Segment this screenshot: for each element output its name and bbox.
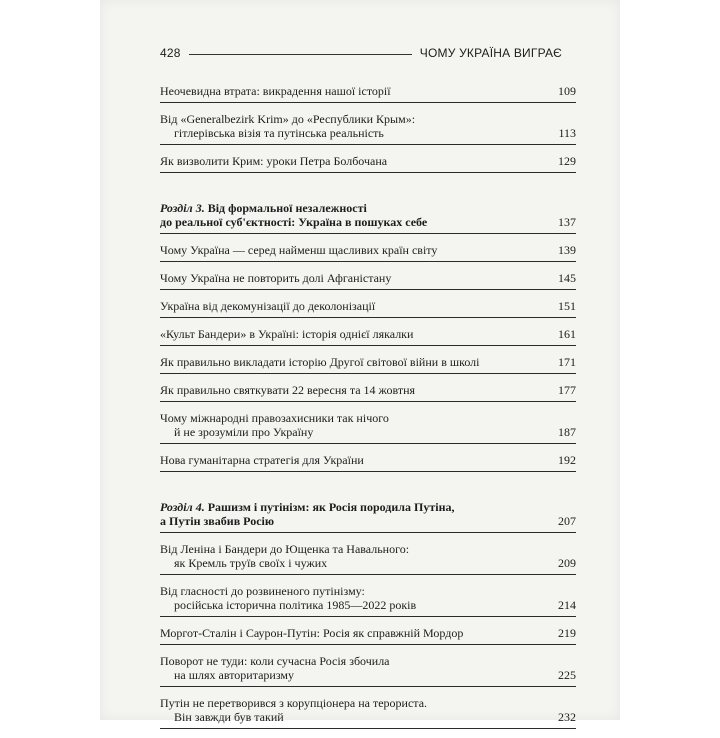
toc-entry [160, 299, 576, 318]
toc-page-number: 207 [558, 514, 576, 528]
toc-entry-text: російська історична політика 1985—2022 років [174, 598, 417, 612]
toc-page-number: 187 [558, 425, 576, 439]
toc-entry-text: Від гласності до розвиненого путінізму: [160, 584, 365, 598]
toc-entry-line [160, 696, 576, 710]
toc-entry-line [160, 668, 576, 682]
toc-entry [160, 696, 576, 729]
toc-page-number: 151 [558, 299, 576, 313]
toc-entry-text: Як правильно святкувати 22 вересня та 14 жовтня [160, 383, 416, 397]
toc-entry-text: на шлях авторитаризму [174, 668, 294, 682]
toc-entry-line [160, 327, 576, 341]
toc-entry-text: до реальної суб'єктності: Україна в пошуках себе [160, 215, 428, 229]
toc-entry-line [160, 154, 576, 168]
toc-entry [160, 84, 576, 103]
toc-entry [160, 112, 576, 145]
toc-entry-text: Поворот не туди: коли сучасна Росія збочила [160, 654, 390, 668]
toc-entry-text: Чому Україна не повторить долі Афганістану [160, 271, 392, 285]
toc-page-number: 109 [558, 84, 576, 98]
toc-entry-line [160, 215, 576, 229]
toc-page-number: 219 [558, 626, 576, 640]
toc-entry-text: Як правильно викладати історію Другої світової війни в школі [160, 355, 480, 369]
toc-entry-text: Він завжди був такий [174, 710, 284, 724]
book-page [100, 0, 620, 724]
toc-page-number: 225 [558, 668, 576, 682]
toc-entry-line [160, 500, 576, 514]
header-rule [189, 54, 412, 55]
toc-entry-text: Путін не перетворився з корупціонера на терориста. [160, 696, 428, 710]
header-book-title: ЧОМУ УКРАЇНА ВИГРАЄ [419, 46, 562, 60]
toc-page-number: 232 [558, 710, 576, 724]
toc-page-number: 177 [558, 383, 576, 397]
toc-entry-text: а Путін звабив Росію [160, 514, 275, 528]
toc-entry-text: Від Леніна і Бандери до Ющенка та Навального: [160, 542, 410, 556]
toc-entry-line [160, 710, 576, 724]
toc-entry-text: як Кремль труїв своїх і чужих [174, 556, 328, 570]
toc-page-number: 145 [558, 271, 576, 285]
toc-entry-line [160, 112, 576, 126]
toc-entry-text: й не зрозуміли про Україну [174, 425, 314, 439]
toc-entry-text: Україна від декомунізації до деколонізації [160, 299, 376, 313]
toc-page-number: 129 [558, 154, 576, 168]
toc-page-number: 139 [558, 243, 576, 257]
toc-page-number: 171 [558, 355, 576, 369]
toc-entry [160, 542, 576, 575]
toc-entry-text: Нова гуманітарна стратегія для України [160, 453, 364, 467]
toc-page-number: 209 [558, 556, 576, 570]
toc-entry-line [160, 598, 576, 612]
toc-entry-text: Рашизм і путінізм: як Росія породила Путіна, [207, 500, 455, 514]
header-page-number: 428 [160, 46, 181, 60]
toc-section-heading [160, 201, 576, 234]
toc-entry-line [160, 271, 576, 285]
toc-entry [160, 383, 576, 402]
toc-entry [160, 243, 576, 262]
toc-entry-line [160, 383, 576, 397]
toc-entry [160, 327, 576, 346]
toc-entry-line [160, 243, 576, 257]
toc-entry-text: Чому міжнародні правозахисники так нічого [160, 411, 389, 425]
toc-section-heading [160, 500, 576, 533]
toc-entry-line [160, 84, 576, 98]
toc-page-number: 113 [558, 126, 576, 140]
toc-entry [160, 584, 576, 617]
toc-entry-text: Чому Україна — серед найменш щасливих країн світу [160, 243, 438, 257]
toc-entry-line [160, 425, 576, 439]
toc-entry-line [160, 453, 576, 467]
toc-entry-line [160, 556, 576, 570]
toc-entry [160, 654, 576, 687]
toc-entry-text: Як визволити Крим: уроки Петра Болбочана [160, 154, 388, 168]
section-label: Розділ 4. [160, 500, 205, 514]
toc-entry-line [160, 299, 576, 313]
toc-entry-text: Неочевидна втрата: викрадення нашої історії [160, 84, 391, 98]
toc-entry [160, 154, 576, 173]
section-label: Розділ 3. [160, 201, 205, 215]
toc-page-number: 137 [558, 215, 576, 229]
toc-entry [160, 411, 576, 444]
toc-entry-line [160, 355, 576, 369]
toc-entry-text: «Культ Бандери» в Україні: історія однієї лякалки [160, 327, 414, 341]
toc-entry-line [160, 626, 576, 640]
toc-entry-line [160, 584, 576, 598]
table-of-contents [160, 84, 576, 738]
toc-page-number: 161 [558, 327, 576, 341]
running-header [160, 44, 562, 62]
toc-page-number: 214 [558, 598, 576, 612]
toc-entry [160, 355, 576, 374]
toc-entry-line [160, 542, 576, 556]
toc-entry-line [160, 514, 576, 528]
toc-entry [160, 626, 576, 645]
toc-entry-line [160, 201, 576, 215]
toc-entry-line [160, 411, 576, 425]
toc-entry [160, 453, 576, 472]
toc-entry-text: гітлерівська візія та путінська реальність [174, 126, 384, 140]
toc-entry-line [160, 654, 576, 668]
toc-entry-text: Від формальної незалежності [207, 201, 367, 215]
toc-entry-text: Від «Generalbezirk Krim» до «Республики Крым»: [160, 112, 416, 126]
toc-entry-text: Моргот-Сталін і Саурон-Путін: Росія як справжній Мордор [160, 626, 464, 640]
toc-entry-line [160, 126, 576, 140]
toc-entry [160, 271, 576, 290]
toc-page-number: 192 [558, 453, 576, 467]
